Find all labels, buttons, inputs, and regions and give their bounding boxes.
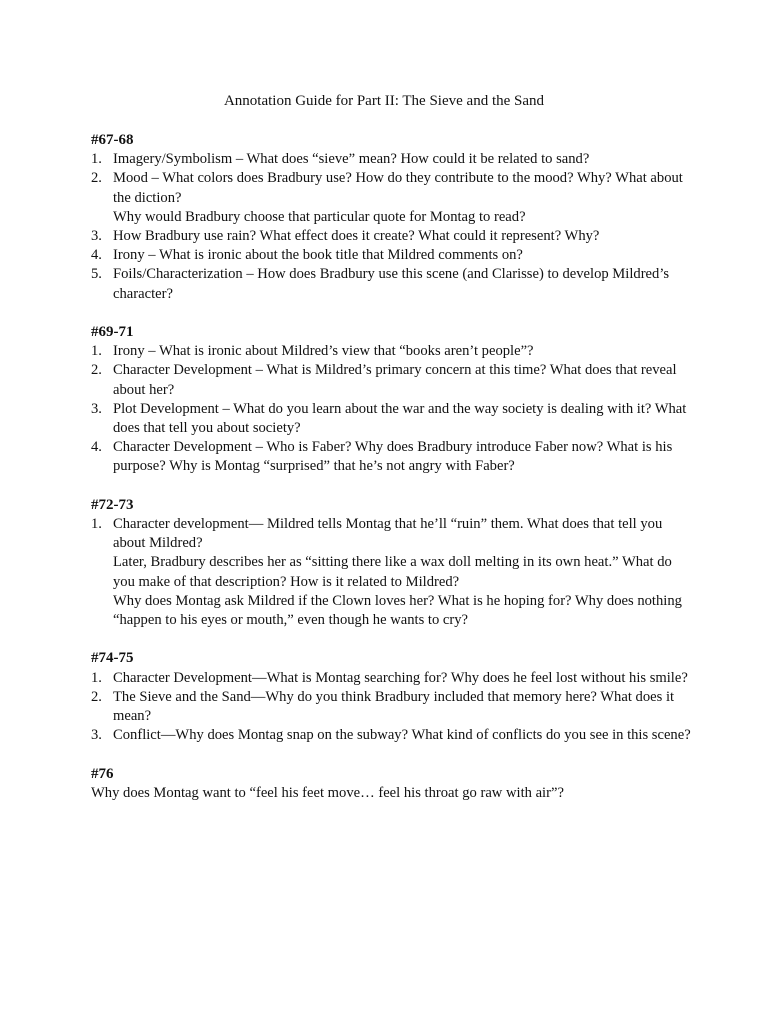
item-number: 2. bbox=[91, 362, 102, 379]
item-number: 1. bbox=[91, 669, 102, 686]
question-text: Foils/Characterization – How does Bradbury use this scene (and Clarisse) to develop Mildred’s character? bbox=[113, 266, 670, 302]
list-item bbox=[91, 515, 691, 630]
section-67-68 bbox=[91, 131, 691, 304]
question-text: Irony – What is ironic about the book title that Mildred comments on? bbox=[113, 247, 523, 264]
item-number: 4. bbox=[91, 439, 102, 456]
list-item bbox=[91, 400, 691, 438]
item-number: 3. bbox=[91, 400, 102, 417]
list-item bbox=[91, 726, 691, 745]
section-76 bbox=[91, 765, 691, 803]
section-69-71 bbox=[91, 323, 691, 477]
question-text: Conflict—Why does Montag snap on the subway? What kind of conflicts do you see in this scene? bbox=[113, 727, 691, 744]
list-item bbox=[91, 669, 691, 688]
list-item bbox=[91, 342, 691, 361]
question-text: Irony – What is ironic about Mildred’s view that “books aren’t people”? bbox=[113, 343, 534, 360]
item-number: 3. bbox=[91, 727, 102, 744]
question-text: How Bradbury use rain? What effect does it create? What could it represent? Why? bbox=[113, 228, 600, 245]
list-item bbox=[91, 361, 691, 399]
item-number: 2. bbox=[91, 688, 102, 705]
item-number: 1. bbox=[91, 151, 102, 168]
question-list bbox=[91, 150, 691, 304]
question-text: Character Development—What is Montag searching for? Why does he feel lost without his smile? bbox=[113, 669, 688, 686]
question-text: Character Development – Who is Faber? Why does Bradbury introduce Faber now? What is his purpose? Why is Montag “surprised” that he’s not angry with Faber? bbox=[113, 439, 673, 475]
item-number: 1. bbox=[91, 516, 102, 533]
list-item bbox=[91, 688, 691, 726]
item-number: 2. bbox=[91, 170, 102, 187]
section-heading: #69-71 bbox=[91, 324, 134, 341]
question-list bbox=[91, 342, 691, 476]
item-number: 1. bbox=[91, 343, 102, 360]
list-item bbox=[91, 246, 691, 265]
section-heading: #72-73 bbox=[91, 496, 134, 513]
list-item bbox=[91, 265, 691, 303]
section-72-73 bbox=[91, 496, 691, 630]
question-text: Why does Montag want to “feel his feet move… feel his throat go raw with air”? bbox=[91, 784, 564, 801]
question-text: Character development— Mildred tells Montag that he’ll “ruin” them. What does that tell you about Mildred? bbox=[113, 516, 663, 552]
list-item bbox=[91, 150, 691, 169]
list-item bbox=[91, 227, 691, 246]
section-heading: #76 bbox=[91, 765, 114, 782]
item-number: 4. bbox=[91, 247, 102, 264]
question-text: Why would Bradbury choose that particular quote for Montag to read? bbox=[113, 208, 526, 225]
section-heading: #74-75 bbox=[91, 650, 134, 667]
question-list bbox=[91, 515, 691, 630]
question-text: The Sieve and the Sand—Why do you think Bradbury included that memory here? What does it mean? bbox=[113, 688, 675, 725]
question-text: Plot Development – What do you learn about the war and the way society is dealing with it? What does that tell you about society? bbox=[113, 400, 687, 437]
question-text: Mood – What colors does Bradbury use? How do they contribute to the mood? Why? What about the diction? bbox=[113, 170, 683, 206]
list-item bbox=[91, 438, 691, 476]
question-text: Imagery/Symbolism – What does “sieve” mean? How could it be related to sand? bbox=[113, 151, 590, 168]
question-text: Why does Montag ask Mildred if the Clown loves her? What is he hoping for? Why does nothing “happen to his eyes or mouth,” even though he wants to cry? bbox=[113, 592, 682, 629]
page-title: Annotation Guide for Part II: The Sieve and the Sand bbox=[223, 93, 545, 109]
question-list bbox=[91, 669, 691, 746]
item-number: 3. bbox=[91, 228, 102, 245]
question-text: Later, Bradbury describes her as “sitting there like a wax doll melting in its own heat.” What do you make of that description? How is it related to Mildred? bbox=[113, 554, 672, 590]
document-body bbox=[91, 131, 691, 822]
item-number: 5. bbox=[91, 266, 102, 283]
section-heading: #67-68 bbox=[91, 132, 134, 148]
section-74-75 bbox=[91, 649, 691, 745]
list-item bbox=[91, 169, 691, 227]
question-text: Character Development – What is Mildred’s primary concern at this time? What does that reveal about her? bbox=[113, 362, 677, 398]
